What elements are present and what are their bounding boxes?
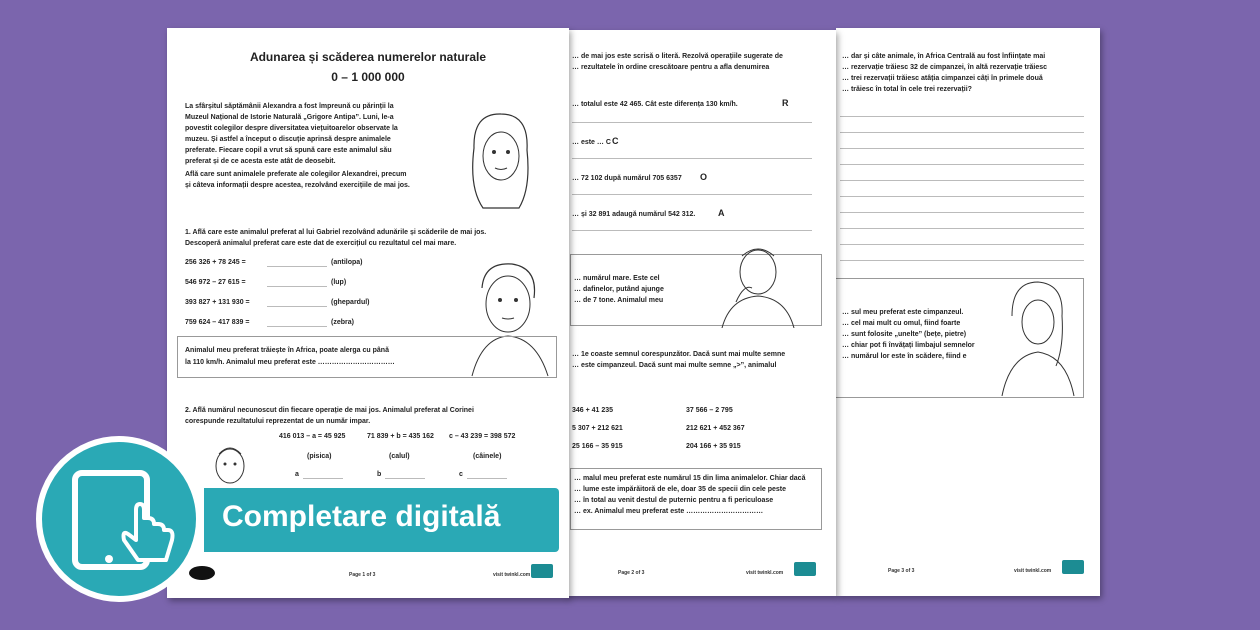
ex1-animal: (lup) xyxy=(331,279,347,286)
page3-line: … dar și câte animale, în Africa Centrală au fost înființate mai xyxy=(842,53,1046,60)
compare-item: 25 166 – 35 915 xyxy=(572,443,623,450)
page3-line: … trei rezervații trăiesc atâția cimpanzei câți în primele două xyxy=(842,75,1043,82)
worksheet-subtitle: 0 – 1 000 000 xyxy=(331,70,405,84)
page3-line: … chiar pot fi învățați limbajul semnelor xyxy=(842,342,975,349)
page2-line: … 1e coaste semnul corespunzător. Dacă sunt mai multe semne xyxy=(572,351,786,358)
answer-line[interactable] xyxy=(840,260,1084,261)
worksheet-page-2 xyxy=(566,30,836,596)
intro-line: muzeu. Și astfel a început o discuție aprinsă despre animalele xyxy=(185,136,391,143)
page3-line: … rezervație trăiesc 32 de cimpanzei, în altă rezervație trăiesc xyxy=(842,64,1048,71)
ex1-expression: 393 827 + 131 930 = xyxy=(185,299,250,306)
intro-line: preferat și de ce acesta este atât de deosebit. xyxy=(185,158,336,165)
answer-blank[interactable] xyxy=(267,286,327,287)
ex2-animal: (câinele) xyxy=(473,453,502,460)
compare-item: 212 621 + 452 367 xyxy=(686,425,745,432)
page2-line: … ex. Animalul meu preferat este …………………………… xyxy=(574,508,764,515)
intro-line: La sfârșitul săptămânii Alexandra a fost împreună cu părinții la xyxy=(185,103,394,110)
intro-line: povestit colegilor despre diversitatea viețuitoarelor observate la xyxy=(185,125,398,132)
page-number: Page 2 of 3 xyxy=(618,570,645,576)
compare-item: 204 166 + 35 915 xyxy=(686,443,741,450)
answer-line[interactable] xyxy=(840,244,1084,245)
answer-blank[interactable] xyxy=(467,478,507,479)
letter-label: A xyxy=(718,208,725,218)
exercise-2-text: 2. Află numărul necunoscut din fiecare operație de mai jos. Animalul preferat al Corinei xyxy=(185,407,474,414)
banner-label[interactable]: Completare digitală xyxy=(222,500,501,533)
ex2-animal: (pisica) xyxy=(307,453,332,460)
answer-line[interactable] xyxy=(840,228,1084,229)
answer-blank[interactable] xyxy=(303,478,343,479)
page2-line: … dafinelor, putând ajunge xyxy=(574,286,664,293)
compare-item: 5 307 + 212 621 xyxy=(572,425,623,432)
brand-badge-icon xyxy=(1062,560,1084,574)
page2-line: … de mai jos este scrisă o literă. Rezolvă operațiile sugerate de xyxy=(572,53,783,60)
answer-line[interactable] xyxy=(572,122,812,123)
ex2-expression: c – 43 239 = 398 572 xyxy=(449,433,516,440)
ex1-animal: (ghepardul) xyxy=(331,299,370,306)
answer-blank[interactable] xyxy=(385,478,425,479)
page2-line: … și 32 891 adaugă numărul 542 312. xyxy=(572,211,696,218)
answer-line[interactable] xyxy=(840,180,1084,181)
intro-line: Află care sunt animalele preferate ale colegilor Alexandrei, precum xyxy=(185,171,407,178)
answer-line[interactable] xyxy=(840,116,1084,117)
answer-line[interactable] xyxy=(572,158,812,159)
ex2-animal: (calul) xyxy=(389,453,410,460)
ex1-animal: (zebra) xyxy=(331,319,354,326)
answer-line[interactable] xyxy=(840,196,1084,197)
brand-badge-icon xyxy=(531,564,553,578)
child-illustration xyxy=(205,440,255,490)
page3-line: … sul meu preferat este cimpanzeul. xyxy=(842,309,964,316)
ex1-expression: 546 972 – 27 615 = xyxy=(185,279,246,286)
footer-site: visit twinkl.com xyxy=(1014,568,1052,574)
exercise-2-text: corespunde rezultatului reprezentat de un număr impar. xyxy=(185,418,371,425)
page2-line: … malul meu preferat este numărul 15 din lima animalelor. Chiar dacă xyxy=(574,475,806,482)
compare-item: 346 + 41 235 xyxy=(572,407,614,414)
answer-line[interactable] xyxy=(840,148,1084,149)
page2-line: … lume este impărăitoră de ele, doar 35 de specii din cele peste xyxy=(574,486,787,493)
hand-pointer-icon xyxy=(118,500,188,570)
page3-line: … trăiesc în total în cele trei rezervații? xyxy=(842,86,972,93)
answer-box-1 xyxy=(177,336,557,378)
intro-line: preferate. Fiecare copil a vrut să spună care este animalul său xyxy=(185,147,392,154)
answer-blank[interactable] xyxy=(267,266,327,267)
answer-line[interactable] xyxy=(840,132,1084,133)
intro-line: și câteva informații despre acestea, rezolvând exercițiile de mai jos. xyxy=(185,182,410,189)
page3-line: … cel mai mult cu omul, fiind foarte xyxy=(842,320,961,327)
page3-line: … sunt folosite „unelte” (bețe, pietre) xyxy=(842,331,967,338)
girl-illustration xyxy=(459,108,539,218)
answer-line[interactable] xyxy=(840,164,1084,165)
letter-label: R xyxy=(782,98,789,108)
page2-line: … rezultatele în ordine crescătoare pentru a afla denumirea xyxy=(572,64,770,71)
page-number: Page 1 of 3 xyxy=(349,572,376,578)
ex2-expression: 416 013 – a = 45 925 xyxy=(279,433,346,440)
ex1-expression: 759 624 – 417 839 = xyxy=(185,319,250,326)
girl-thinking-illustration xyxy=(996,276,1076,396)
footer-site: visit twinkl.com xyxy=(493,572,531,578)
letter-label: C xyxy=(612,136,619,146)
brand-badge-icon xyxy=(794,562,816,576)
page2-line: … numărul mare. Este cel xyxy=(574,275,660,282)
ex1-box-text: la 110 km/h. Animalul meu preferat este …………………………… xyxy=(185,359,395,366)
page2-line: … de 7 tone. Animalul meu xyxy=(574,297,664,304)
boy-thinking-illustration xyxy=(702,238,798,328)
page2-line: … în total au venit destul de puternic pentru a fi periculoase xyxy=(574,497,774,504)
page2-line: … este cimpanzeul. Dacă sunt mai multe semne „>”, animalul xyxy=(572,362,777,369)
compare-item: 37 566 – 2 795 xyxy=(686,407,733,414)
ex1-box-text: Animalul meu preferat trăiește în Africa, poate alerga cu până xyxy=(185,347,389,354)
page3-line: … numărul lor este în scădere, fiind e xyxy=(842,353,967,360)
answer-blank[interactable] xyxy=(267,306,327,307)
letter-label: O xyxy=(700,172,708,182)
worksheet-page-3 xyxy=(836,28,1100,596)
page2-line: … 72 102 după numărul 705 6357 xyxy=(572,175,682,182)
page2-line: … totalul este 42 465. Cât este diferența 130 km/h. xyxy=(572,101,738,108)
answer-line[interactable] xyxy=(840,212,1084,213)
page-number: Page 3 of 3 xyxy=(888,568,915,574)
exercise-1-text: Descoperă animalul preferat care este dat de exercițiul cu rezultatul cel mai mare. xyxy=(185,240,457,247)
answer-line[interactable] xyxy=(572,230,812,231)
page2-line: … este … C xyxy=(572,139,611,146)
ex1-animal: (antilopa) xyxy=(331,259,363,266)
ex2-expression: 71 839 + b = 435 162 xyxy=(367,433,434,440)
exercise-1-text: 1. Află care este animalul preferat al lui Gabriel rezolvând adunările și scăderile de mai jos. xyxy=(185,229,487,236)
ex2-variable: b xyxy=(377,471,382,478)
twinkl-logo xyxy=(189,566,215,580)
footer-site: visit twinkl.com xyxy=(746,570,784,576)
ex2-variable: c xyxy=(459,471,463,478)
ex2-variable: a xyxy=(295,471,299,478)
intro-line: Muzeul Național de Istorie Naturală „Grigore Antipa”. Luni, le-a xyxy=(185,114,394,121)
tablet-home-button-icon xyxy=(105,555,113,563)
answer-blank[interactable] xyxy=(267,326,327,327)
answer-line[interactable] xyxy=(572,194,812,195)
ex1-expression: 256 326 + 78 245 = xyxy=(185,259,246,266)
worksheet-title: Adunarea și scăderea numerelor naturale xyxy=(249,50,487,64)
